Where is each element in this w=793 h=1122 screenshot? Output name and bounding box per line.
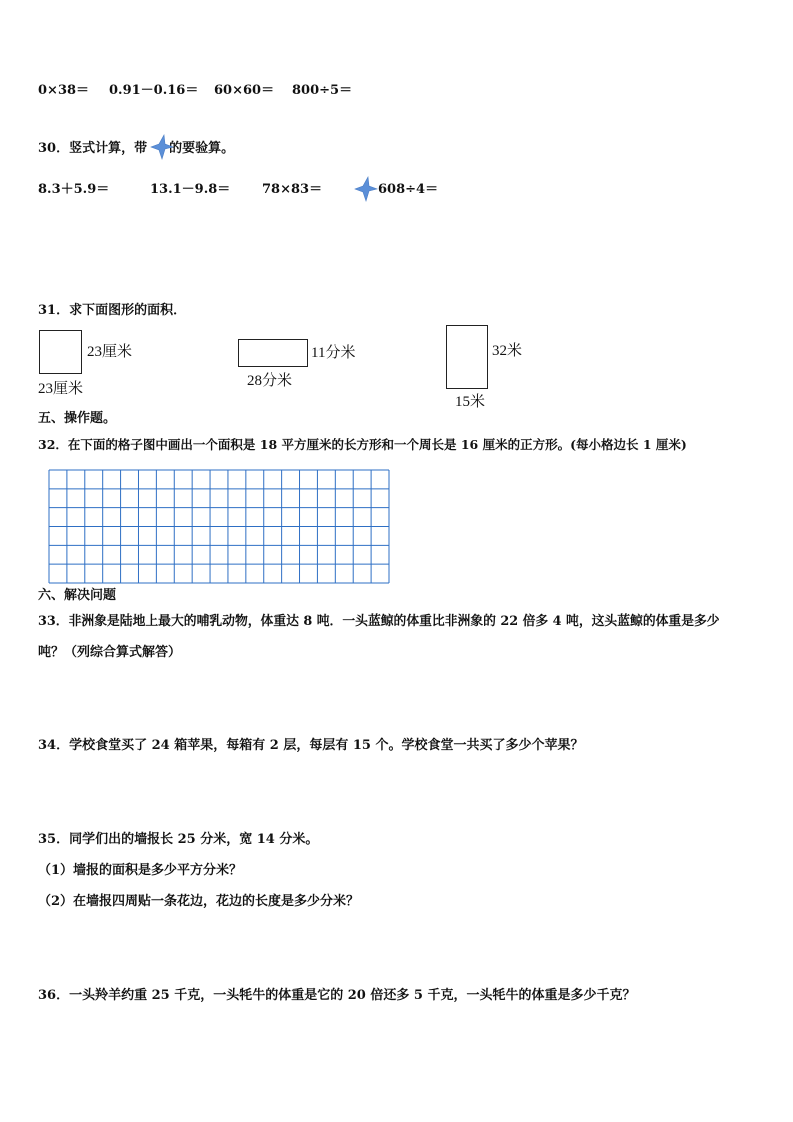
expression-78x83: 78×83＝ <box>262 182 323 197</box>
q30-title-post: 的要验算。 <box>169 141 235 156</box>
q35-sub1: （1）墙报的面积是多少平方分米？ <box>38 863 243 878</box>
section-5-heading: 五、操作题。 <box>38 411 117 426</box>
section-6-heading: 六、解决问题 <box>38 588 117 603</box>
square-bottom-label: 23厘米 <box>38 381 84 397</box>
rectangle-side-label: 11分米 <box>311 345 356 361</box>
tall-rectangle-bottom-label: 15米 <box>455 394 486 410</box>
q33-line1: 33．非洲象是陆地上最大的哺乳动物，体重达 8 吨．一头蓝鲸的体重比非洲象的 22 倍多 4 吨，这头蓝鲸的体重是多少 <box>38 614 720 629</box>
q33-line2: 吨？（列综合算式解答） <box>38 645 182 660</box>
tall-rectangle-shape <box>446 325 488 389</box>
star-icon <box>150 134 174 160</box>
rectangle-bottom-label: 28分米 <box>247 373 293 389</box>
expression-608div4: 608÷4＝ <box>378 182 439 197</box>
q32-title: 32．在下面的格子图中画出一个面积是 18 平方厘米的长方形和一个周长是 16 厘米的正方形。(每小格边长 1 厘米) <box>38 437 687 452</box>
square-side-label: 23厘米 <box>87 344 133 360</box>
expression-13.1-9.8: 13.1－9.8＝ <box>150 182 231 197</box>
expression-60x60: 60×60＝ <box>214 83 275 98</box>
tall-rectangle-side-label: 32米 <box>492 343 523 359</box>
q30-title-pre: 30．竖式计算，带 <box>38 141 148 156</box>
square-grid <box>48 469 390 584</box>
rectangle-shape <box>238 339 308 367</box>
expression-0x38: 0×38＝ <box>38 83 90 98</box>
q36-text: 36．一头羚羊约重 25 千克，一头牦牛的体重是它的 20 倍还多 5 千克，一头牦牛的体重是多少千克？ <box>38 988 636 1003</box>
q35-sub2: （2）在墙报四周贴一条花边，花边的长度是多少分米？ <box>38 894 360 909</box>
expression-8.3+5.9: 8.3＋5.9＝ <box>38 182 110 197</box>
q35-text: 35．同学们出的墙报长 25 分米，宽 14 分米。 <box>38 832 319 847</box>
q34-text: 34．学校食堂买了 24 箱苹果，每箱有 2 层，每层有 15 个。学校食堂一共买了多少个苹果？ <box>38 738 584 753</box>
q31-title: 31．求下面图形的面积． <box>38 303 187 318</box>
q30-title <box>38 141 234 157</box>
square-shape <box>39 330 82 374</box>
expression-800div5: 800÷5＝ <box>292 83 353 98</box>
star-icon <box>354 176 378 202</box>
expression-0.91-0.16: 0.91－0.16＝ <box>109 83 199 98</box>
